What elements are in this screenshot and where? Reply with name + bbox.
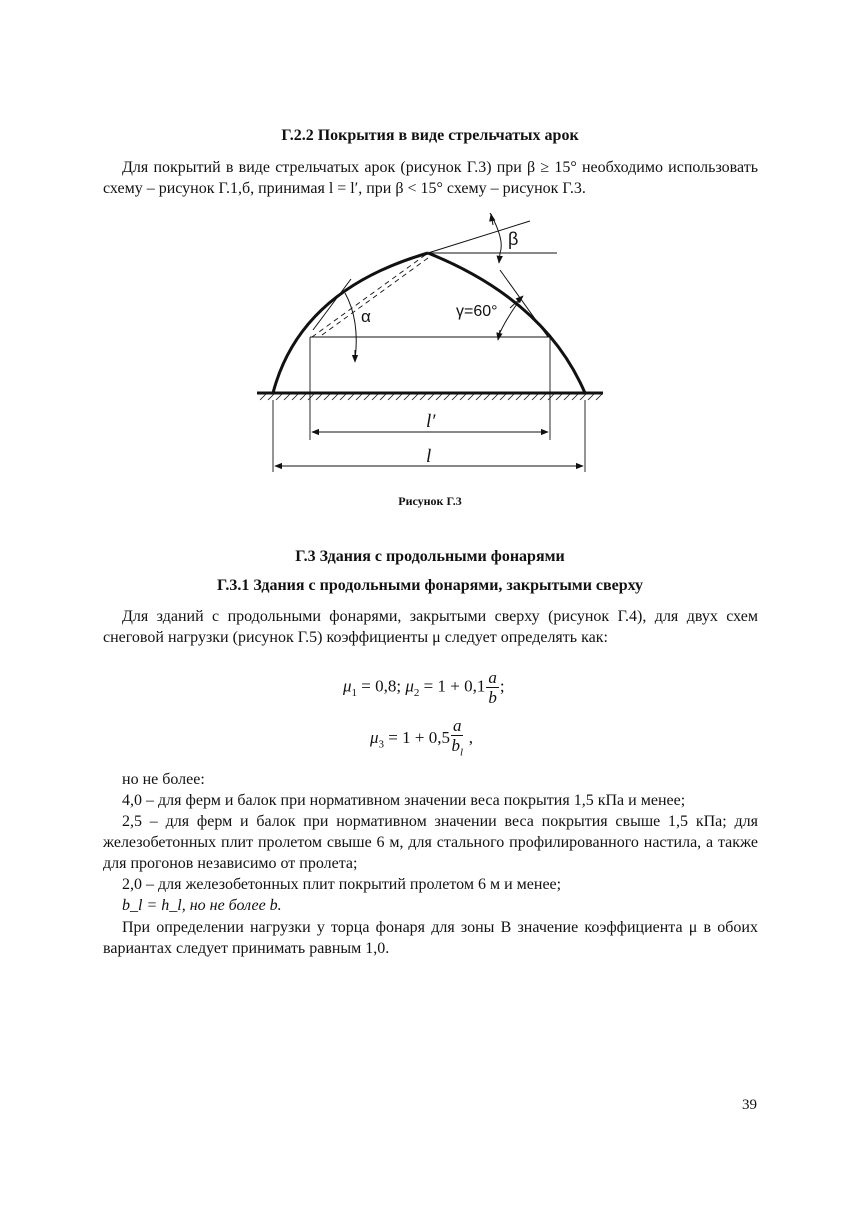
mu1-symbol: μ: [343, 676, 352, 696]
mu1-value: = 0,8;: [357, 676, 406, 696]
section-heading-g22: Г.2.2 Покрытия в виде стрельчатых арок: [281, 127, 579, 144]
mu2-symbol: μ: [405, 676, 414, 696]
mu1-sub: 1: [351, 686, 358, 699]
arch-right: [428, 253, 585, 393]
mu2-end: ;: [499, 676, 505, 696]
ground-hatching: [260, 394, 602, 400]
paragraph-g31: Для зданий с продольными фонарями, закрытыми сверху (рисунок Г.4), для двух схем снеговой нагрузки (рисунок Г.5) коэффициенты μ следует определять как:: [103, 608, 758, 646]
limit-item-1: 4,0 – для ферм и балок при нормативном значении веса покрытия 1,5 кПа и менее;: [122, 792, 686, 809]
label-alpha: α: [361, 307, 371, 326]
mu3-denominator-sub: l: [459, 746, 464, 759]
figure-arch-diagram: [250, 205, 620, 490]
mu2-value: = 1 + 0,1: [419, 676, 486, 696]
section-heading-g3: Г.3 Здания с продольными фонарями: [295, 548, 565, 565]
mu2-numerator: a: [488, 668, 497, 687]
mu2-fraction: [486, 668, 499, 707]
mu3-end: ,: [464, 728, 473, 748]
limit-item-3: 2,0 – для железобетонных плит покрытий пролетом 6 м и менее;: [122, 876, 562, 893]
mu3-value: = 1 + 0,5: [384, 728, 450, 748]
section-heading-g31: Г.3.1 Здания с продольными фонарями, закрытыми сверху: [216, 577, 644, 594]
mu3-sub: 3: [378, 738, 385, 751]
closing-paragraph: При определении нагрузки у торца фонаря для зоны B значение коэффициента μ в обоих вариантах следует принимать равным 1,0.: [103, 919, 758, 957]
mu2-sub: 2: [413, 686, 420, 699]
limits-intro: но не более:: [122, 771, 205, 788]
right-tangent: [500, 270, 548, 337]
mu3-fraction: [451, 716, 464, 762]
limit-item-4: b_l = h_l, но не более b.: [122, 897, 282, 914]
label-beta: β: [508, 229, 519, 249]
mu2-denominator: b: [488, 688, 497, 707]
left-tangent: [313, 279, 351, 330]
limit-item-2: 2,5 – для ферм и балок при нормативном значении веса покрытия свыше 1,5 кПа; для железобетонных плит пролетом свыше 6 м, для стального профилированного настила, а также для прогонов независимо от пролета;: [103, 813, 758, 872]
arch-left: [273, 253, 428, 393]
mu3-denominator-wrap: [451, 736, 464, 762]
label-l: l: [426, 446, 432, 467]
mu3-symbol: μ: [370, 728, 379, 748]
label-gamma: γ=60°: [456, 303, 498, 320]
label-l-prime: l′: [426, 411, 436, 432]
formula-mu1-mu2: [343, 668, 505, 707]
figure-caption: Рисунок Г.3: [398, 494, 462, 508]
gamma-angle-arc: [498, 297, 522, 337]
page-number: 39: [742, 1097, 757, 1113]
mu3-denominator: b: [451, 736, 460, 755]
alpha-angle-arc: [345, 293, 356, 360]
mu3-numerator: a: [452, 716, 462, 735]
formula-mu3: [370, 716, 473, 762]
paragraph-g22: Для покрытий в виде стрельчатых арок (рисунок Г.3) при β ≥ 15° необходимо использовать схему – рисунок Г.1,б, принимая l = l′, при β < 15° схему – рисунок Г.3.: [103, 159, 758, 197]
